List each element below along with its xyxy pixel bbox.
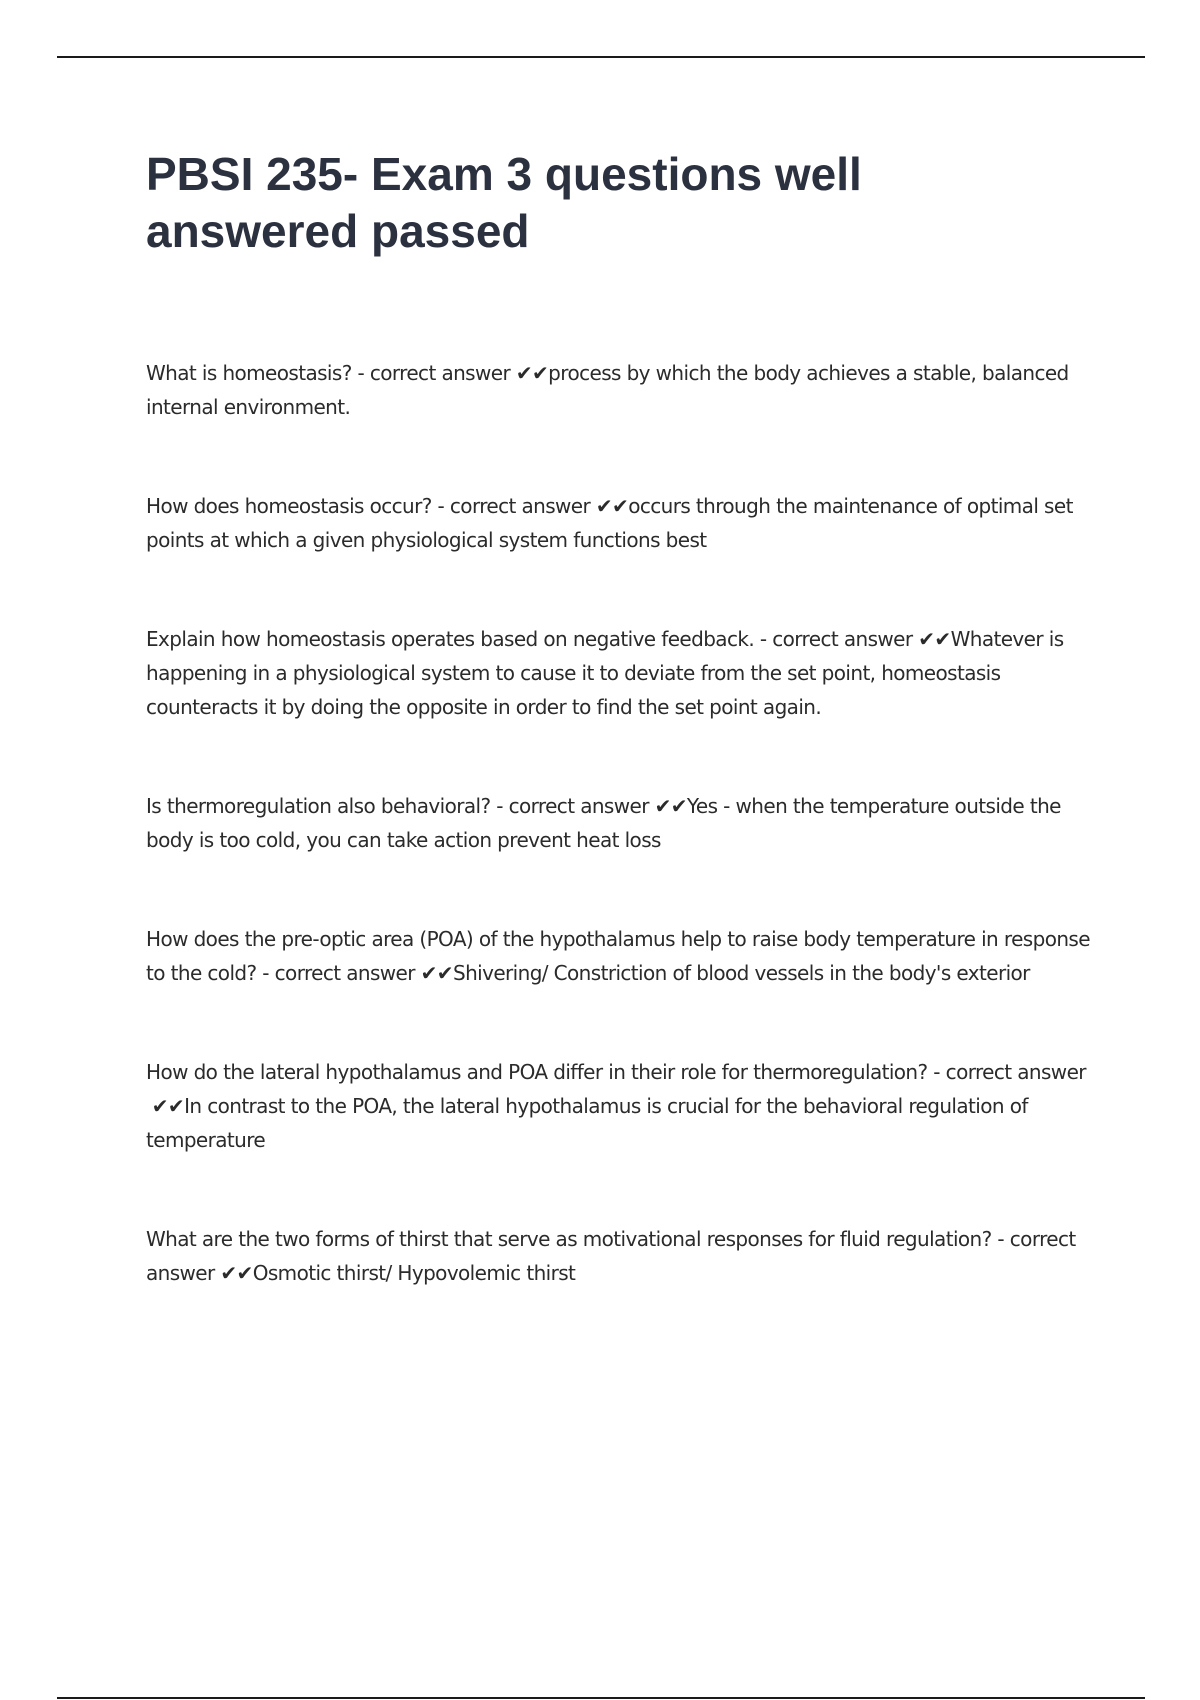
answer-label: correct answer <box>449 494 591 518</box>
separator: - <box>927 1060 946 1084</box>
question-text: Is thermoregulation also behavioral? <box>146 794 491 818</box>
check-mark-icon: ✔✔ <box>510 361 549 385</box>
answer-label: correct answer <box>369 361 511 385</box>
qa-list <box>146 356 1096 1355</box>
check-mark-icon: ✔✔ <box>648 794 687 818</box>
answer-label: correct answer <box>274 961 415 985</box>
answer-text: Osmotic thirst/ Hypovolemic thirst <box>252 1261 576 1285</box>
question-text: Explain how homeostasis operates based on negative feedback. <box>146 627 755 651</box>
check-mark-icon: ✔✔ <box>912 627 951 651</box>
question-text: How do the lateral hypothalamus and POA differ in their role for thermoregulation? <box>146 1060 928 1084</box>
bottom-rule <box>57 1697 1145 1699</box>
separator: - <box>256 961 275 985</box>
question-text: How does the pre-optic area (POA) of the hypothalamus help to raise body temperature in response to the cold? <box>146 927 1090 985</box>
qa-item <box>146 1055 1096 1157</box>
qa-item <box>146 489 1096 557</box>
check-mark-icon: ✔✔ <box>214 1261 253 1285</box>
check-mark-icon: ✔✔ <box>590 494 629 518</box>
top-rule <box>57 56 1145 58</box>
separator: - <box>490 794 509 818</box>
separator: - <box>991 1227 1010 1251</box>
answer-label: correct answer <box>945 1060 1086 1084</box>
question-text: What is homeostasis? <box>146 361 352 385</box>
separator: - <box>351 361 370 385</box>
qa-item <box>146 922 1096 990</box>
answer-label: correct answer <box>146 1227 1076 1285</box>
answer-text: occurs through the maintenance of optimal set points at which a given physiological system functions best <box>146 494 1073 552</box>
qa-item <box>146 622 1096 724</box>
answer-text: Shivering/ Constriction of blood vessels in the body's exterior <box>452 961 1030 985</box>
check-mark-icon: ✔✔ <box>414 961 453 985</box>
question-text: What are the two forms of thirst that serve as motivational responses for fluid regulation? <box>146 1227 992 1251</box>
page-title: PBSI 235- Exam 3 questions well answered passed <box>146 148 862 257</box>
qa-item <box>146 356 1096 424</box>
qa-item <box>146 1222 1096 1290</box>
answer-text: process by which the body achieves a stable, balanced internal environment. <box>146 361 1069 419</box>
question-text: How does homeostasis occur? <box>146 494 432 518</box>
answer-text: Whatever is happening in a physiological system to cause it to deviate from the set point, homeostasis counteracts it by doing the opposite in order to find the set point again. <box>146 627 1064 719</box>
qa-item <box>146 789 1096 857</box>
answer-label: correct answer <box>772 627 913 651</box>
check-mark-icon: ✔✔ <box>146 1094 185 1118</box>
answer-text: In contrast to the POA, the lateral hypothalamus is crucial for the behavioral regulation of temperature <box>146 1094 1028 1152</box>
answer-text: Yes - when the temperature outside the body is too cold, you can take action prevent heat loss <box>146 794 1061 852</box>
separator: - <box>754 627 773 651</box>
answer-label: correct answer <box>508 794 649 818</box>
separator: - <box>431 494 450 518</box>
